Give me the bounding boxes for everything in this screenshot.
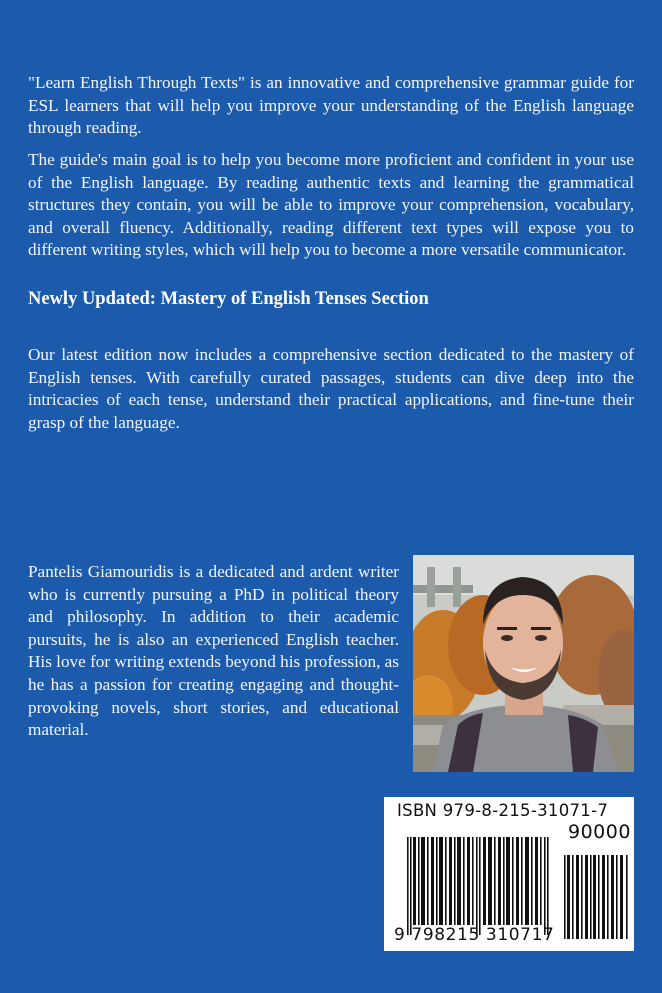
ean-barcode-bars bbox=[407, 837, 559, 935]
intro-paragraph: "Learn English Through Texts" is an innovative and comprehensive grammar guide for ESL learners that will help you improve your understanding of the English language through reading. bbox=[28, 73, 634, 138]
author-photo bbox=[413, 555, 634, 772]
ean-digits: 9 798215 310717 bbox=[394, 925, 555, 945]
goal-paragraph: The guide's main goal is to help you become more proficient and confident in your use of the English language. By reading authentic texts and learning the grammatical structures they contain, you will be able to improve your comprehension, vocabulary, and overall fluency. Additionally, reading different text types will expose you to different writing styles, which will help you to become a more versatile communicator. bbox=[28, 150, 634, 260]
author-bio: Pantelis Giamouridis is a dedicated and ardent writer who is currently pursuing a PhD in political theory and philosophy. In addition to their academic pursuits, he is also an experienced English teacher. His love for writing extends beyond his profession, as he has a passion for creating engaging and thought-provoking novels, short stories, and educational material. bbox=[28, 562, 399, 740]
addon-barcode-bars bbox=[564, 855, 630, 939]
section-heading: Newly Updated: Mastery of English Tenses Section bbox=[28, 289, 429, 309]
isbn-barcode bbox=[384, 797, 634, 951]
isbn-label: ISBN 979-8-215-31071-7 bbox=[397, 801, 609, 820]
barcode-addon-code: 90000 bbox=[568, 821, 631, 843]
update-paragraph: Our latest edition now includes a comprehensive section dedicated to the mastery of English tenses. With carefully curated passages, students can dive deep into the intricacies of each tense, understand their practical applications, and fine-tune their grasp of the language. bbox=[28, 345, 634, 432]
